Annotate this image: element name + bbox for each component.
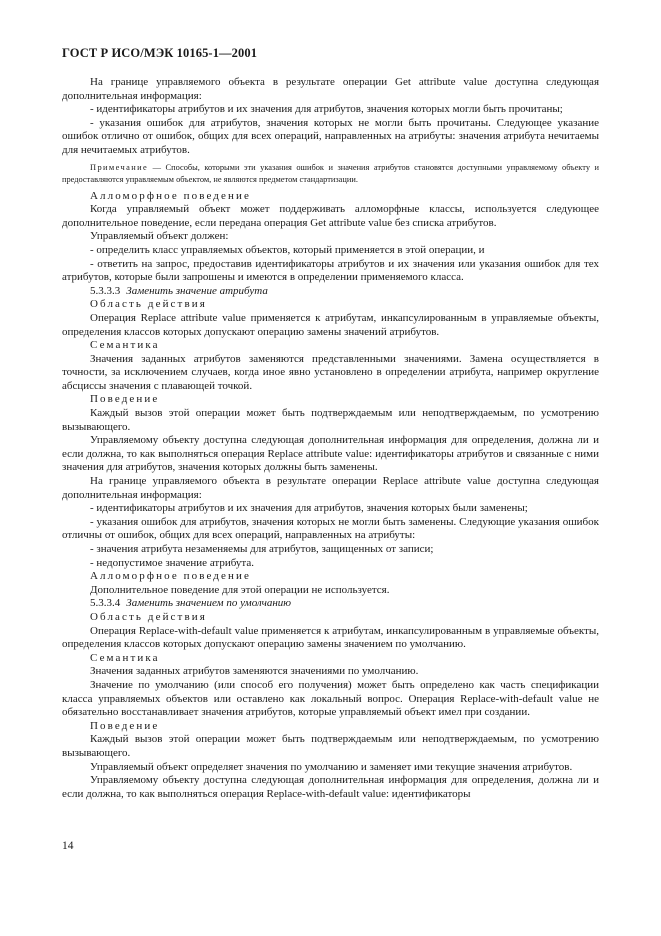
paragraph: Когда управляемый объект может поддерживать алломорфные классы, используется следующее дополнительное поведение, если передана операция Get attribute value без списка атрибутов. (62, 203, 599, 229)
section-heading (62, 597, 599, 611)
document-header: ГОСТ Р ИСО/МЭК 10165-1—2001 (62, 46, 258, 60)
paragraph: Управляемый объект должен: (90, 230, 229, 243)
list-item: - идентификаторы атрибутов и их значения для атрибутов, значения которых могли быть прочитаны; (90, 103, 563, 116)
section-heading (62, 285, 599, 299)
subheading-semantics: Семантика (90, 651, 160, 664)
list-item: - определить класс управляемых объектов, который применяется в этой операции, и (90, 243, 485, 256)
section-title: Заменить значением по умолчанию (126, 597, 292, 610)
list-item: - идентификаторы атрибутов и их значения для атрибутов, значения которых были заменены; (90, 502, 528, 515)
paragraph: Каждый вызов этой операции может быть подтверждаемым или неподтверждаемым, по усмотрению вызывающего. (62, 733, 599, 759)
list-item: - недопустимое значение атрибута. (90, 556, 254, 569)
paragraph: Значения заданных атрибутов заменяются значениями по умолчанию. (90, 665, 419, 678)
paragraph: Управляемому объекту доступна следующая дополнительная информация для определения, должна ли и если должна, то как выполняться операция Replace-with-default value: идентификаторы (62, 774, 599, 800)
paragraph: Значения заданных атрибутов заменяются представленными значениями. Замена осуществляется в точности, за исключением случаев, когда иное явно установлено в определении атрибута, например округление абсциссы значения с плавающей точкой. (62, 352, 599, 392)
paragraph: Управляемый объект определяет значения по умолчанию и заменяет ими текущие значения атрибутов. (90, 760, 573, 773)
list-item: - указания ошибок для атрибутов, значения которых не могли быть заменены. Следующие указания ошибок отличны от ошибок, общих для всех операций, направленных на атрибуты: (62, 515, 599, 542)
note (62, 162, 599, 186)
subheading-allomorphic: Алломорфное поведение (90, 570, 251, 583)
subheading-allomorphic: Алломорфное поведение (90, 189, 251, 202)
paragraph: Управляемому объекту доступна следующая дополнительная информация для определения, должна ли и если должна, то как выполняться операция Replace attribute value: идентификаторы атрибутов и связанные с ними значения для атрибутов, значения которых должны быть заменены. (62, 434, 599, 474)
paragraph: На границе управляемого объекта в результате операции Get attribute value доступна следующая дополнительная информация: (62, 76, 599, 102)
subheading-semantics: Семантика (90, 339, 160, 352)
list-item: - значения атрибута незаменяемы для атрибутов, защищенных от записи; (90, 543, 434, 555)
paragraph: Значение по умолчанию (или способ его получения) может быть определено как часть спецификации класса управляемых объектов или оставлено как локальный вопрос. Операция Replace-with-default value не обязательно восстанавливает значения атрибутов, которые управляемый объект имел при создании. (62, 678, 599, 719)
note-label: Примечание (90, 162, 149, 172)
subheading-behaviour: Поведение (90, 393, 160, 406)
paragraph: Дополнительное поведение для этой операции не используется. (90, 583, 390, 596)
section-number: 5.3.3.3 (90, 284, 121, 297)
paragraph: Операция Replace-with-default value применяется к атрибутам, инкапсулированным в управляемые объекты, определения классов которых допускают операцию замены значением по умолчанию. (62, 624, 599, 651)
list-item: - указания ошибок для атрибутов, значения которых не могли быть прочитаны. Следующее указание ошибок отлично от ошибок, общих для всех операций, направленных на атрибуты: значения атрибута нечитаемы для нечитаемых атрибутов. (62, 116, 599, 156)
paragraph: Операция Replace attribute value применяется к атрибутам, инкапсулированным в управляемые объекты, определения классов которых допускают операцию замены значений атрибутов. (62, 311, 599, 338)
paragraph: На границе управляемого объекта в результате операции Replace attribute value доступна следующая дополнительная информация: (62, 475, 599, 501)
paragraph: Каждый вызов этой операции может быть подтверждаемым или неподтверждаемым, по усмотрению вызывающего. (62, 407, 599, 433)
subheading-scope: Область действия (90, 610, 207, 623)
page-number: 14 (62, 840, 74, 852)
section-number: 5.3.3.4 (90, 597, 121, 610)
subheading-scope: Область действия (90, 298, 207, 311)
list-item: - ответить на запрос, предоставив идентификаторы атрибутов и их значения или указания ошибок для тех атрибутов, которые были запрошены и имеются в определении применяемого класса. (62, 257, 599, 284)
page-body (62, 76, 599, 801)
section-title: Заменить значение атрибута (126, 284, 268, 297)
note-text: — Способы, которыми эти указания ошибок и значения атрибутов становятся доступными управляемому объекту и предоставляются управляемым объектом, не являются предметом стандартизации. (62, 162, 599, 184)
subheading-behaviour: Поведение (90, 719, 160, 732)
